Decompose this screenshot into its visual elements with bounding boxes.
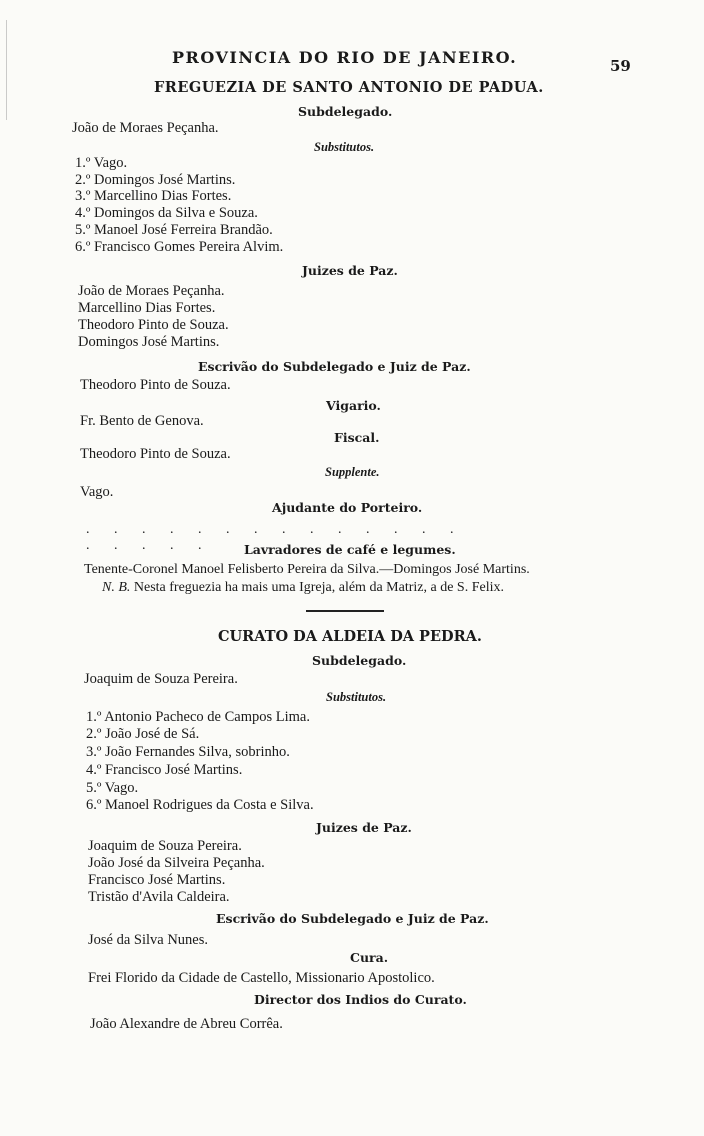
- juiz-item: Theodoro Pinto de Souza.: [78, 317, 229, 333]
- substituto-item: 2.º Domingos José Martins.: [75, 172, 236, 188]
- substitutos-heading: Substitutos.: [314, 140, 375, 154]
- curato-juizes-heading: Juizes de Paz.: [316, 820, 412, 835]
- curato-title: CURATO DA ALDEIA DA PEDRA.: [218, 628, 482, 645]
- substituto-item: 4.º Domingos da Silva e Souza.: [75, 205, 258, 221]
- curato-substituto-item: 3.º João Fernandes Silva, sobrinho.: [86, 744, 290, 760]
- curato-subdelegado-name: Joaquim de Souza Pereira.: [84, 671, 238, 687]
- vigario-heading: Vigario.: [326, 398, 381, 413]
- curato-escrivao-heading: Escrivão do Subdelegado e Juiz de Paz.: [216, 911, 489, 926]
- vigario-name: Fr. Bento de Genova.: [80, 413, 204, 429]
- curato-juiz-item: João José da Silveira Peçanha.: [88, 855, 265, 871]
- dot-leader: . . . . . . . . . . . . . . . . . . .: [86, 522, 464, 553]
- substituto-item: 5.º Manoel José Ferreira Brandão.: [75, 222, 273, 238]
- lavradores-heading: Lavradores de café e legumes.: [244, 542, 456, 557]
- subdelegado-name: João de Moraes Peçanha.: [72, 120, 219, 136]
- curato-substituto-item: 2.º João José de Sá.: [86, 726, 200, 742]
- cura-heading: Cura.: [350, 950, 389, 965]
- curato-subdelegado-heading: Subdelegado.: [312, 653, 407, 668]
- curato-substituto-item: 4.º Francisco José Martins.: [86, 762, 243, 778]
- lavradores-text: Tenente-Coronel Manoel Felisberto Pereira da Silva.—Domingos José Martins.: [84, 562, 530, 577]
- director-name: João Alexandre de Abreu Corrêa.: [90, 1016, 283, 1032]
- running-title: PROVINCIA DO RIO DE JANEIRO.: [172, 48, 518, 67]
- curato-escrivao-name: José da Silva Nunes.: [88, 932, 209, 948]
- curato-juiz-item: Tristão d'Avila Caldeira.: [88, 889, 230, 905]
- parish-title: FREGUEZIA DE SANTO ANTONIO DE PADUA.: [154, 79, 544, 96]
- director-heading: Director dos Indios do Curato.: [254, 992, 467, 1007]
- fiscal-name: Theodoro Pinto de Souza.: [80, 446, 231, 462]
- juizes-heading: Juizes de Paz.: [302, 263, 398, 278]
- curato-juiz-item: Francisco José Martins.: [88, 872, 226, 888]
- juiz-item: Domingos José Martins.: [78, 334, 220, 350]
- curato-substituto-item: 6.º Manoel Rodrigues da Costa e Silva.: [86, 797, 314, 813]
- juiz-item: Marcellino Dias Fortes.: [78, 300, 216, 316]
- escrivao-name: Theodoro Pinto de Souza.: [80, 377, 231, 393]
- juiz-item: João de Moraes Peçanha.: [78, 283, 225, 299]
- curato-substitutos-heading: Substitutos.: [326, 690, 387, 704]
- curato-juiz-item: Joaquim de Souza Pereira.: [88, 838, 242, 854]
- curato-substituto-item: 1.º Antonio Pacheco de Campos Lima.: [86, 709, 310, 725]
- supplente-name: Vago.: [80, 484, 114, 500]
- margin-mark: [6, 20, 21, 120]
- substituto-item: 6.º Francisco Gomes Pereira Alvim.: [75, 239, 284, 255]
- section-divider: [306, 610, 384, 612]
- supplente-heading: Supplente.: [325, 465, 380, 479]
- substituto-item: 1.º Vago.: [75, 155, 128, 171]
- nota-label: N. B.: [102, 580, 131, 595]
- subdelegado-heading: Subdelegado.: [298, 104, 393, 119]
- curato-substituto-item: 5.º Vago.: [86, 780, 139, 796]
- nota-text: Nesta freguezia ha mais uma Igreja, além da Matriz, a de S. Felix.: [133, 580, 504, 595]
- cura-name: Frei Florido da Cidade de Castello, Missionario Apostolico.: [88, 970, 435, 986]
- page-number: 59: [610, 57, 631, 75]
- fiscal-heading: Fiscal.: [334, 430, 380, 445]
- escrivao-heading: Escrivão do Subdelegado e Juiz de Paz.: [198, 359, 471, 374]
- substituto-item: 3.º Marcellino Dias Fortes.: [75, 188, 232, 204]
- nota-line: [102, 580, 504, 596]
- ajudante-heading: Ajudante do Porteiro.: [272, 500, 423, 515]
